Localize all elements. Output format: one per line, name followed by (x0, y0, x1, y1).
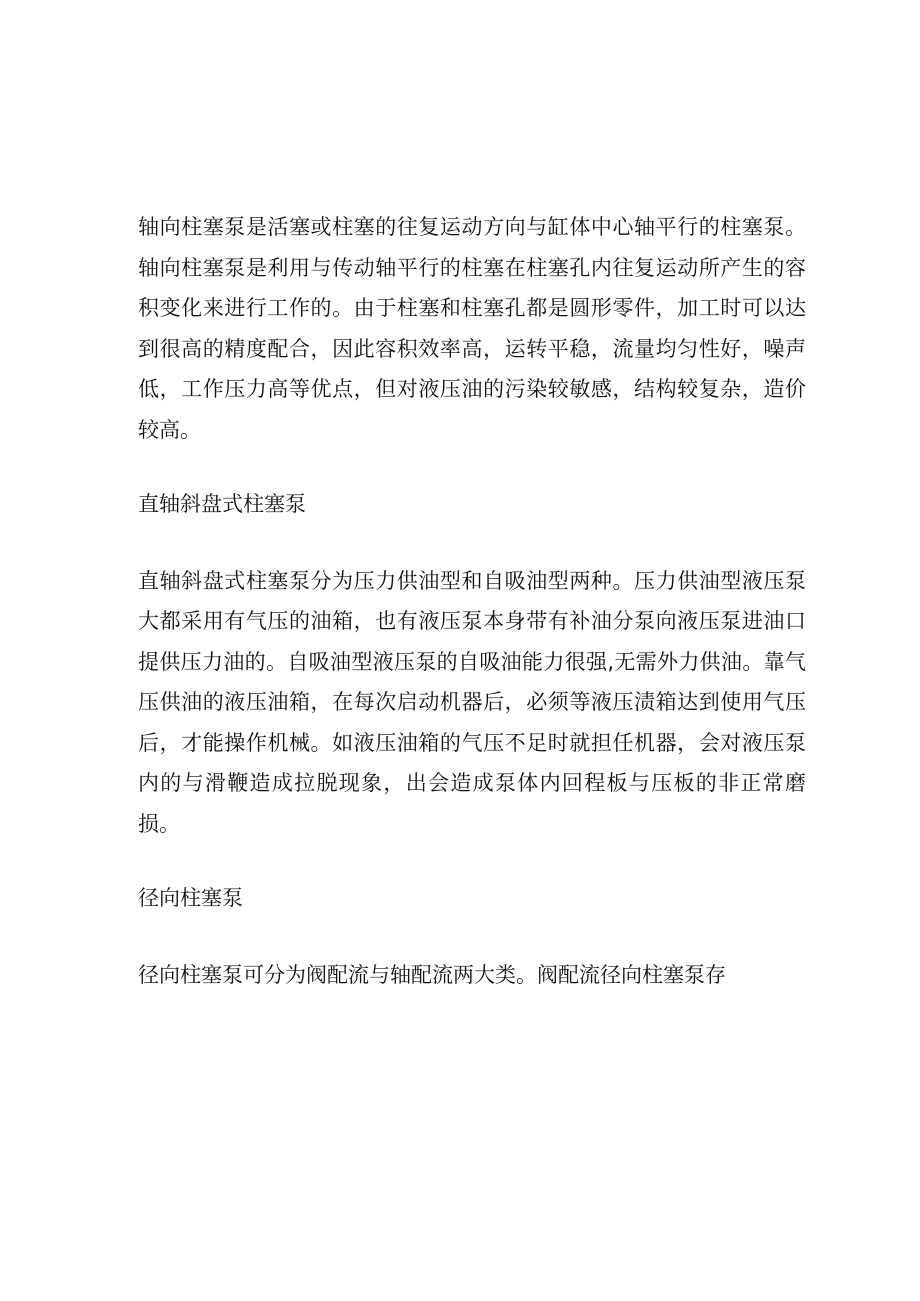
paragraph-spacer (138, 844, 806, 878)
paragraph-axial-piston-pump: 轴向柱塞泵是活塞或柱塞的往复运动方向与缸体中心轴平行的柱塞泵。轴向柱塞泵是利用与传动轴平行的柱塞在柱塞孔内往复运动所产生的容积变化来进行工作的。由于柱塞和柱塞孔都是圆形零件，加工时可以达到很高的精度配合，因此容积效率高，运转平稳，流量均匀性好，噪声低，工作压力高等优点，但对液压油的污染较敏感，结构较复杂，造价较高。 (138, 215, 806, 442)
paragraph-spacer (138, 919, 806, 955)
document-body (138, 207, 806, 995)
section-heading-swashplate-pump: 直轴斜盘式柱塞泵 (138, 492, 306, 516)
paragraph-spacer (138, 450, 806, 484)
section-heading-radial-piston-pump: 径向柱塞泵 (138, 886, 243, 910)
paragraph-spacer (138, 525, 806, 561)
paragraph-swashplate-pump: 直轴斜盘式柱塞泵分为压力供油型和自吸油型两种。压力供油型液压泵大都采用有气压的油箱，也有液压泵本身带有补油分泵向液压泵进油口提供压力油的。自吸油型液压泵的自吸油能力很强,无需外力供油。靠气压供油的液压油箱，在每次启动机器后，必须等液压渍箱达到使用气压后，才能操作机械。如液压油箱的气压不足时就担任机器，会对液压泵内的与滑鞭造成拉脱现象，出会造成泵体内回程板与压板的非正常磨损。 (138, 568, 806, 836)
paragraph-radial-piston-pump: 径向柱塞泵可分为阀配流与轴配流两大类。阀配流径向柱塞泵存 (138, 962, 726, 987)
